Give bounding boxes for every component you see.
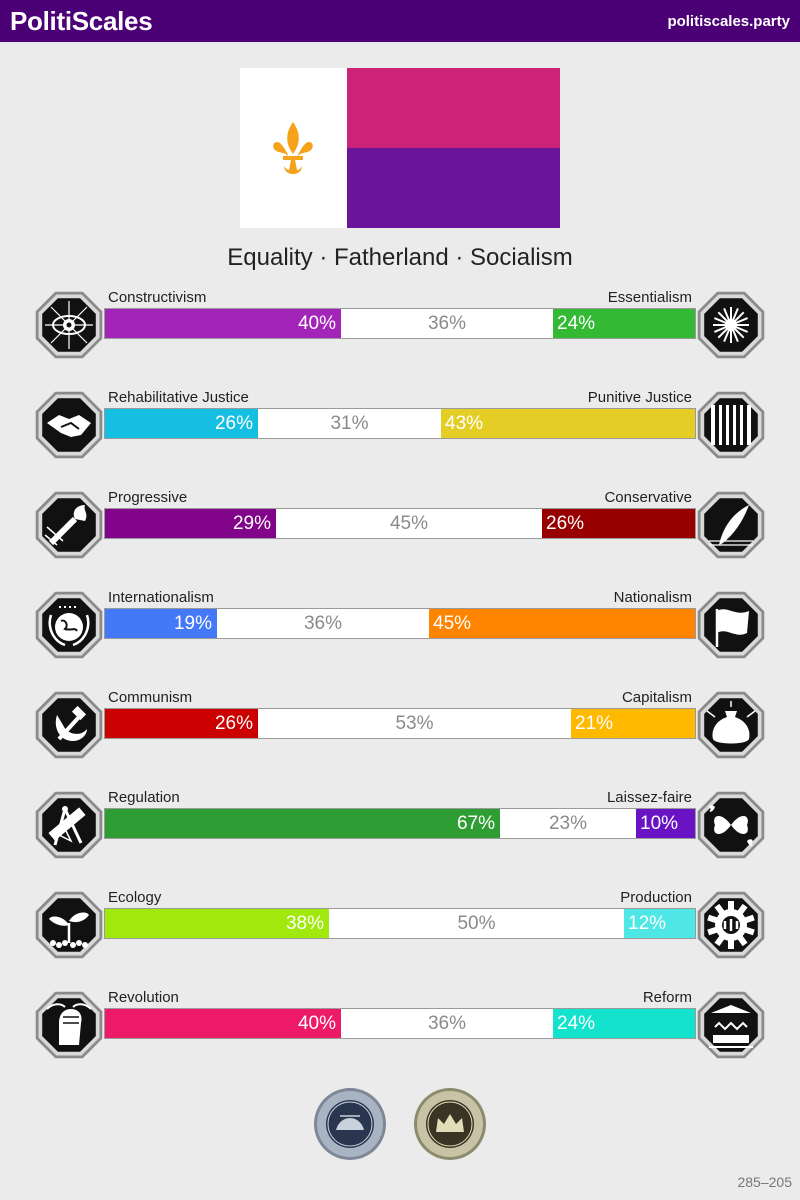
- axis-bar: [104, 308, 696, 339]
- flag-right-panel: [347, 68, 560, 228]
- axis-row: [0, 488, 800, 568]
- axis-neutral-segment: 31%: [258, 409, 441, 438]
- badges-row: [0, 1086, 800, 1166]
- fleur-de-lis-icon: [271, 120, 315, 176]
- axis-neutral-segment: 36%: [217, 609, 429, 638]
- raised-fist-icon: [32, 988, 106, 1062]
- axis-neutral-segment: 53%: [258, 709, 571, 738]
- waving-flag-icon: [694, 588, 768, 662]
- axis-neutral-segment: 36%: [341, 1009, 553, 1038]
- axis-left-label: Ecology: [108, 889, 162, 906]
- axis-left-segment: 29%: [105, 509, 276, 538]
- axis-right-label: Essentialism: [607, 289, 692, 306]
- site-url[interactable]: politiscales.party: [667, 12, 790, 30]
- eye-web-icon: [32, 288, 106, 362]
- sprout-icon: [32, 888, 106, 962]
- axis-right-segment: 21%: [571, 709, 695, 738]
- gold-crown-seal-badge-icon[interactable]: [412, 1086, 488, 1162]
- axis-left-label: Constructivism: [108, 289, 207, 306]
- axis-row: [0, 588, 800, 668]
- axis-right-label: Reform: [642, 989, 692, 1006]
- silver-seal-badge-icon[interactable]: [312, 1086, 388, 1162]
- flag-top-stripe: [347, 68, 560, 148]
- axis-left-segment: 26%: [105, 709, 258, 738]
- axis-right-segment: 24%: [553, 309, 695, 338]
- parliament-icon: [694, 988, 768, 1062]
- axis-left-segment: 40%: [105, 1009, 341, 1038]
- axis-right-segment: 43%: [441, 409, 695, 438]
- money-bag-icon: [694, 688, 768, 762]
- slogan: Equality · Fatherland · Socialism: [227, 244, 573, 271]
- axis-bar: [104, 708, 696, 739]
- axis-left-segment: 40%: [105, 309, 341, 338]
- axis-left-label: Progressive: [108, 489, 188, 506]
- axis-left-label: Communism: [108, 689, 193, 706]
- axis-right-label: Nationalism: [613, 589, 692, 606]
- torch-icon: [32, 488, 106, 562]
- axis-row: [0, 988, 800, 1068]
- gear-icon: [694, 888, 768, 962]
- axis-bar: [104, 808, 696, 839]
- axis-left-label: Rehabilitative Justice: [108, 389, 249, 406]
- axis-neutral-segment: 23%: [500, 809, 636, 838]
- axis-row: [0, 888, 800, 968]
- flag-left-panel: [240, 68, 347, 228]
- axis-right-label: Punitive Justice: [587, 389, 692, 406]
- handshake-icon: [32, 388, 106, 462]
- axis-right-segment: 24%: [553, 1009, 695, 1038]
- axis-right-segment: 45%: [429, 609, 695, 638]
- flag-bottom-stripe: [347, 148, 560, 228]
- axis-right-label: Production: [620, 889, 692, 906]
- axis-left-segment: 19%: [105, 609, 217, 638]
- top-header: [0, 0, 800, 42]
- prison-bars-icon: [694, 388, 768, 462]
- axis-bar: [104, 508, 696, 539]
- axis-left-label: Revolution: [108, 989, 179, 1006]
- brand-title[interactable]: PolitiScales: [10, 5, 153, 36]
- axis-row: [0, 388, 800, 468]
- ruler-compass-icon: [32, 788, 106, 862]
- axis-right-segment: 26%: [542, 509, 695, 538]
- axis-right-label: Capitalism: [621, 689, 692, 706]
- result-code: 285–205: [737, 1174, 792, 1190]
- axis-neutral-segment: 50%: [329, 909, 624, 938]
- axis-bar: [104, 1008, 696, 1039]
- axis-neutral-segment: 45%: [276, 509, 542, 538]
- axis-neutral-segment: 36%: [341, 309, 553, 338]
- axis-right-segment: 10%: [636, 809, 695, 838]
- axis-row: [0, 788, 800, 868]
- axis-left-segment: 67%: [105, 809, 500, 838]
- axis-left-label: Regulation: [108, 789, 180, 806]
- axis-left-segment: 26%: [105, 409, 258, 438]
- flower-burst-icon: [694, 288, 768, 362]
- axis-bar: [104, 608, 696, 639]
- globe-laurel-icon: [32, 588, 106, 662]
- butterflies-icon: [694, 788, 768, 862]
- hammer-sickle-icon: [32, 688, 106, 762]
- axis-bar: [104, 408, 696, 439]
- quill-pen-icon: [694, 488, 768, 562]
- axis-left-segment: 38%: [105, 909, 329, 938]
- axis-right-segment: 12%: [624, 909, 695, 938]
- axis-right-label: Laissez-faire: [606, 789, 692, 806]
- axis-bar: [104, 908, 696, 939]
- axis-left-label: Internationalism: [108, 589, 214, 606]
- axis-right-label: Conservative: [604, 489, 692, 506]
- result-flag: [240, 68, 560, 228]
- axis-row: [0, 688, 800, 768]
- axis-row: [0, 288, 800, 368]
